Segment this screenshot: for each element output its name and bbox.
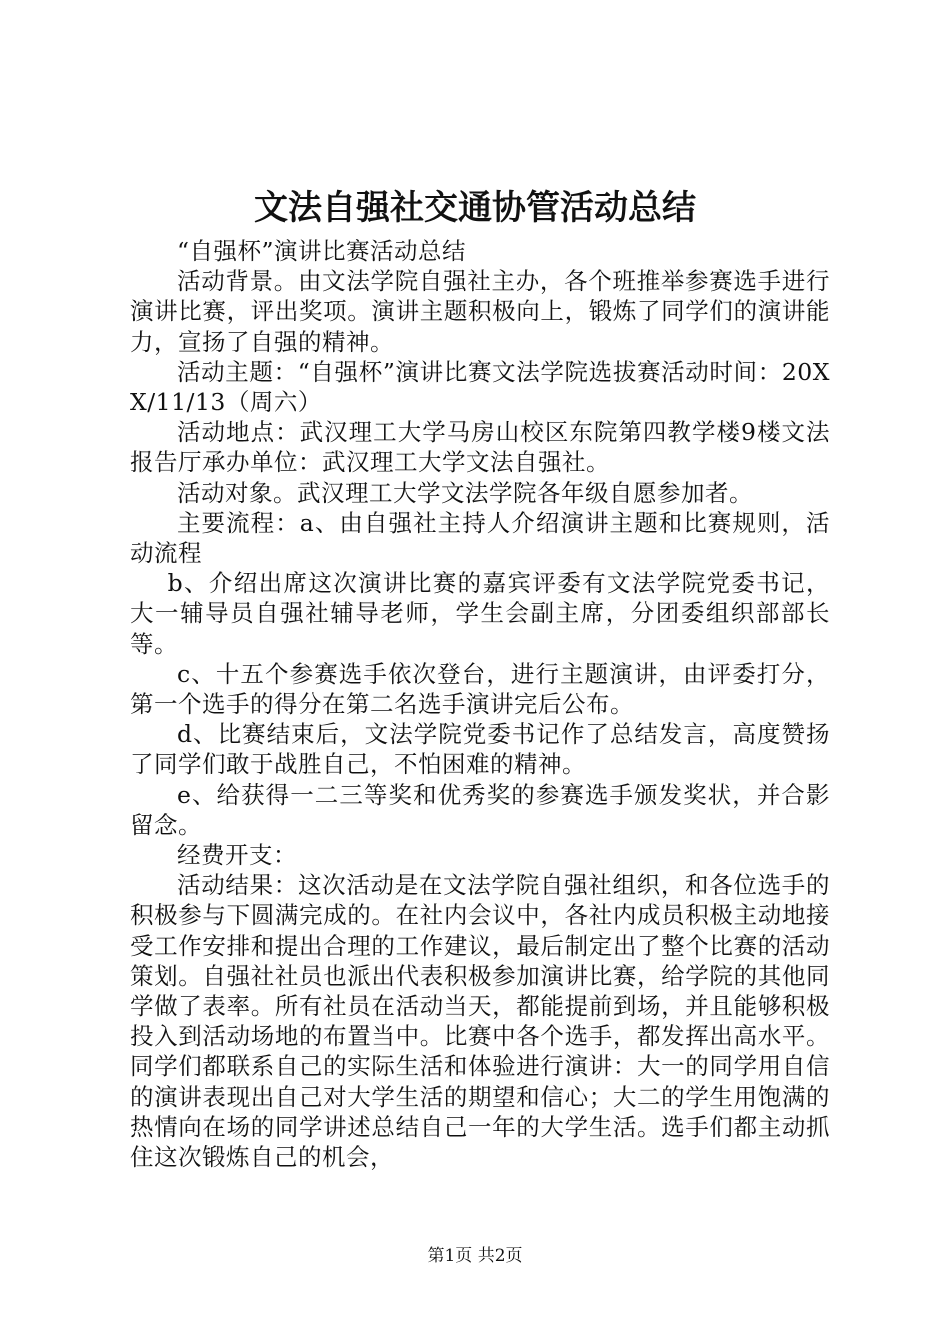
paragraph-process-b: b、介绍出席这次演讲比赛的嘉宾评委有文法学院党委书记，大一辅导员自强社辅导老师，学生会副主席，分团委组织部部长等。	[130, 569, 830, 658]
paragraph-process-e: e、给获得一二三等奖和优秀奖的参赛选手颁发奖状，并合影留念。	[130, 780, 830, 839]
document-title: 文法自强社交通协管活动总结	[254, 188, 696, 228]
paragraph-participants: 活动对象。武汉理工大学文法学院各年级自愿参加者。	[177, 478, 753, 507]
paragraph-subtitle: “自强杯”演讲比赛活动总结	[177, 237, 467, 265]
page-footer: 第1页 共2页	[427, 1246, 523, 1266]
paragraph-location: 活动地点：武汉理工大学马房山校区东院第四教学楼9楼文法报告厅承办单位：武汉理工大学文法自强社。	[130, 418, 830, 477]
paragraph-background: 活动背景。由文法学院自强社主办，各个班推举参赛选手进行演讲比赛，评出奖项。演讲主题积极向上，锻炼了同学们的演讲能力，宣扬了自强的精神。	[130, 267, 830, 356]
paragraph-theme: 活动主题：“自强杯”演讲比赛文法学院选拔赛活动时间：20XX/11/13（周六）	[130, 357, 830, 417]
paragraph-process-c: c、十五个参赛选手依次登台，进行主题演讲，由评委打分，第一个选手的得分在第二名选手演讲完后公布。	[130, 659, 830, 719]
paragraph-results: 活动结果：这次活动是在文法学院自强社组织，和各位选手的积极参与下圆满完成的。在社内会议中，各社内成员积极主动地接受工作安排和提出合理的工作建议，最后制定出了整个比赛的活动策划。自强社社员也派出代表积极参加演讲比赛，给学院的其他同学做了表率。所有社员在活动当天，都能提前到场，并且能够积极投入到活动场地的布置当中。比赛中各个选手，都发挥出高水平。同学们都联系自己的实际生活和体验进行演讲：大一的同学用自信的演讲表现出自己对大学生活的期望和信心；大二的学生用饱满的热情向在场的同学讲述总结自己一年的大学生活。选手们都主动抓住这次锻炼自己的机会，	[130, 871, 830, 1172]
document-body	[130, 236, 830, 1172]
paragraph-expenses: 经费开支：	[177, 841, 297, 870]
paragraph-process-a: 主要流程：a、由自强社主持人介绍演讲主题和比赛规则，活动流程	[130, 508, 830, 568]
paragraph-process-d: d、比赛结束后，文法学院党委书记作了总结发言，高度赞扬了同学们敢于战胜自己，不怕困难的精神。	[130, 720, 830, 779]
